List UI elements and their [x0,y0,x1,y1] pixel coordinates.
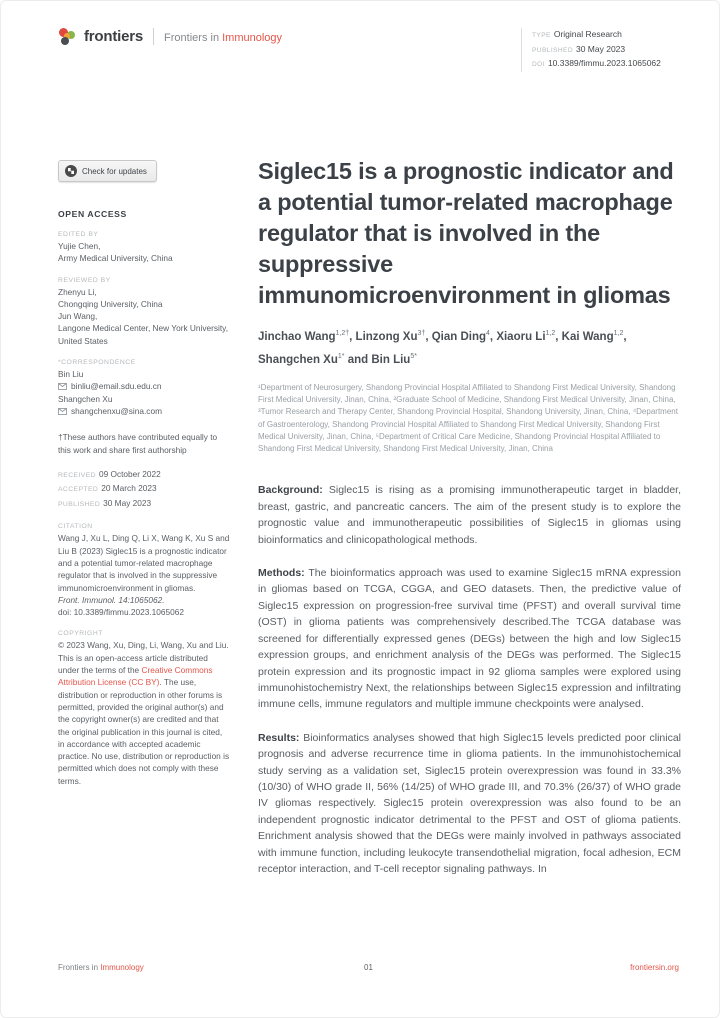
received-date: 09 October 2022 [98,468,161,479]
reviewer-1-name: Zhenyu Li, [58,286,97,297]
open-access-heading: OPEN ACCESS [58,209,127,219]
copyright-block [58,639,230,787]
sidebar [58,156,230,894]
check-for-updates-button[interactable] [58,160,157,182]
copyright-text-post: . The use, distribution or reproduction in other forums is permitted, provided the original author(s) and the copyright owner(s) are credited and that the original publication in this journal is cited, in accordance with accepted academic practice. No use, distribution or reproduction is permitted which does not comply with these terms. [58,677,230,786]
citation-text: Wang J, Xu L, Ding Q, Li X, Wang K, Xu S and Liu B (2023) Siglec15 is a prognostic indicator and a potential tumor-related macrophage regulator that is involved in the suppressive immunomicroenvironment in gliomas. [58,533,230,593]
abstract [258,482,681,877]
abstract-background [258,482,681,548]
author-line [258,324,681,370]
abstract-results [258,730,681,878]
citation-doi: doi: 10.3389/fimmu.2023.1065062 [58,607,184,618]
brand-divider [153,28,154,45]
results-label: Results: [258,731,300,744]
author: Linzong $Xu^{3\dagger}$, [355,330,432,343]
meta-doi-value: 10.3389/fimmu.2023.1065062 [547,58,661,68]
meta-type [532,28,679,43]
correspondent-2-name: Shangchen Xu [58,393,113,404]
published-date: 30 May 2023 [103,497,152,508]
published-row [58,497,230,512]
author: Bin Liu$^{5*}$ [371,352,417,366]
abstract-methods [258,565,681,713]
page-header [58,28,679,72]
accepted-date: 20 March 2023 [101,483,157,494]
correspondent-1-email[interactable]: binliu@email.sdu.edu.cn [71,381,162,392]
frontiers-logo-text: frontiers [84,28,144,45]
affiliations: ¹Department of Neurosurgery, Shandong Provincial Hospital Affiliated to Shandong First Medical University, Shandong First Medical University, Jinan, China, ²Graduate School of Medicine, Shandong First Medical University, Jinan, China, ³Tumor Research and Therapy Center, Shandong Provincial Hospital, Shandong University, Jinan, China, ⁴Department of Gastroenterology, Shandong Provincial Hospital Affiliated to Shandong First Medical University, Shandong First Medical University, Jinan, China, ⁵Department of Critical Care Medicine, Shandong Provincial Hospital Affiliated to Shandong First Medical University, Shandong First Medical University, Jinan, China [258,382,678,454]
copyright-label: COPYRIGHT [58,630,103,638]
results-text: Bioinformatics analyses showed that high Siglec15 levels predicted poor clinical prognosis and adverse recurrence time in glioma patients. In the immunohistochemical study serving as a validation set, Siglec15 protein overexpression was found in 33.3% (10/30) of WHO grade II, 56% (14/25) of WHO grade III, and 70.3% (26/37) of WHO grade IV gliomas respectively. Siglec15 protein overexpression was also found to be an independent prognostic indicator detrimental to the PFST and OST of glioma patients. Enrichment analysis showed that the DEGs were mainly involved in pathways associated with immune function, including leukocyte transendothelial migration, focal adhesion, ECM receptor interaction, and T-cell receptor signaling pathways. In [258,731,681,875]
footer-journal-highlight: Immunology [100,963,144,972]
edited-by-affiliation: Army Medical University, China [58,253,173,264]
envelope-icon [58,408,67,415]
background-label: Background: [258,484,323,497]
frontiersin-org-link[interactable]: frontiersin.org [630,963,679,972]
correspondent-1-email-row [58,380,230,392]
envelope-icon [58,383,67,390]
accepted-row [58,482,230,497]
meta-type-label: TYPE [532,32,551,39]
journal-highlight: Immunology [222,31,283,44]
background-text: Siglec15 is rising as a promising immunotherapeutic target in bladder, breast, gastric, and pancreatic cancers. The aim of the present study is to explore the prognostic value and immunotherapeutic possibilities of Siglec15 in gliomas using bioinformatics and clinicopathological methods. [258,484,681,546]
meta-doi-label: DOI [532,61,545,68]
article-dates [58,468,230,512]
correspondent-2-email[interactable]: shangchenxu@sina.com [71,405,162,416]
footer-journal [58,963,265,972]
reviewer-2-name: Jun Wang, [58,311,98,322]
frontiers-logo-icon [58,28,75,45]
citation-label: CITATION [58,523,93,531]
accepted-label: ACCEPTED [58,486,99,494]
cc-by-license-link[interactable]: Creative Commons Attribution License (CC BY) [58,665,213,688]
brand [58,28,282,45]
meta-type-value: Original Research [553,29,622,39]
meta-published-value: 30 May 2023 [575,43,626,54]
author: Xiaoru Li$^{1,2}$, [496,330,562,343]
citation-journal: Front. Immunol. 14:1065062. [58,594,165,605]
content-columns [58,156,681,894]
methods-label: Methods: [258,567,305,580]
author: Qian Ding$^4$, [431,330,497,343]
published-label: PUBLISHED [58,500,101,508]
article-meta [521,28,679,72]
reviewed-by-label: REVIEWED BY [58,276,111,284]
footer-journal-prefix: Frontiers in [58,963,101,972]
correspondent-1-name: Bin Liu [58,369,84,380]
page-number: 01 [364,963,373,972]
edited-by-label: EDITED BY [58,231,99,238]
received-label: RECEIVED [58,471,96,479]
meta-doi [532,57,679,72]
author: Shangchen $Xu^{1*}$ and [258,352,372,366]
meta-published-label: PUBLISHED [532,46,573,54]
page-footer [58,963,679,972]
equal-contribution-note: †These authors have contributed equally to this work and share first authorship [58,432,218,455]
copyright-text-pre: © 2023 Wang, Xu, Ding, Li, Wang, Xu and Liu. This is an open-access article distributed under the terms of the [58,640,229,676]
author: Kai Wang$^{1,2}$, [561,330,627,343]
received-row [58,468,230,483]
reviewer-2-affiliation: Langone Medical Center, New York University, United States [58,323,229,346]
correspondent-2-email-row [58,405,230,417]
correspondence-label: *CORRESPONDENCE [58,359,136,367]
edited-by-name: Yujie Chen, [58,241,101,251]
citation-block [58,532,230,618]
reviewer-1-affiliation: Chongqing University, China [58,298,163,309]
main-column [258,156,681,894]
methods-text: The bioinformatics approach was used to examine Siglec15 mRNA expression in gliomas based on TCGA, CGGA, and GEO datasets. Then, the predictive value of Siglec15 expression on progression-free survival time (PFST) and overall survival time (OST) in glioma patients was comprehensively described.The TCGA database was screened for differentially expressed genes (DEGs) between the high and low Siglec15 expression groups, and enrichment analysis of the DEGs was performed. The Siglec15 protein expression and its prognostic impact in 92 glioma samples were explored using immunohistochemistry Next, the relationships between Siglec15 expression and infiltrating immune cells, immune regulators and multiple immune checkpoints were analysed. [258,567,681,711]
check-for-updates-label: Check for updates [82,166,147,176]
journal-prefix: Frontiers in [164,31,223,44]
meta-published [532,43,679,58]
article-title: Siglec15 is a prognostic indicator and a potential tumor-related macrophage regulator that is involved in the suppressive immunomicroenvironment in gliomas [258,158,674,308]
author: Jinchao Wang$^{1,2\dagger}$, [258,330,356,343]
crossmark-icon [65,165,77,177]
journal-name [164,30,282,44]
